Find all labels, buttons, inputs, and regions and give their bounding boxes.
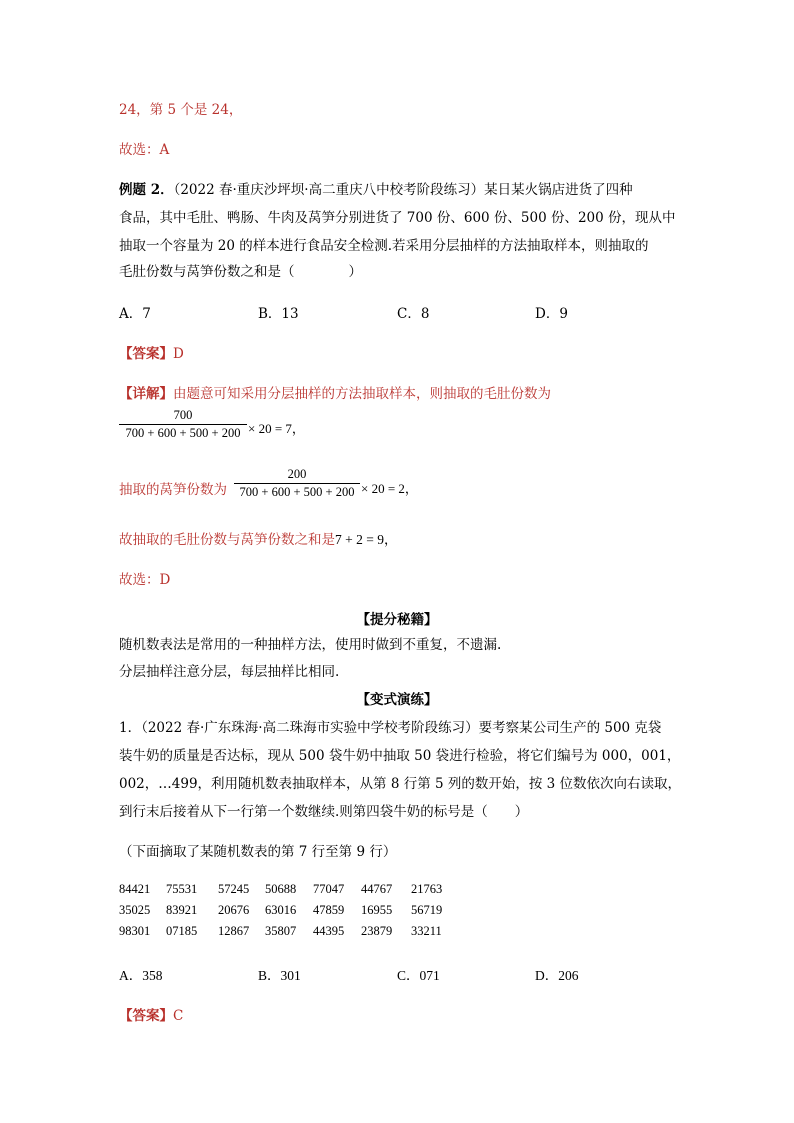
- example-2-label: 例题 2．: [119, 182, 174, 198]
- table-cell: 35025: [119, 903, 151, 917]
- practice-option-a: A．358: [119, 968, 163, 983]
- table-cell: 12867: [218, 924, 250, 938]
- table-cell: 63016: [265, 903, 297, 917]
- table-cell: 56719: [411, 903, 443, 917]
- practice-answer-tag: 【答案】: [119, 1008, 173, 1024]
- prev-line: 24，第 5 个是 24，: [119, 102, 243, 118]
- example-2-line1: [119, 178, 633, 198]
- practice-answer-value: C: [173, 1008, 184, 1024]
- table-cell: 75531: [166, 882, 198, 896]
- option-b: B．13: [258, 306, 299, 322]
- table-cell: 57245: [218, 882, 250, 896]
- practice-option-d: D．206: [535, 968, 579, 983]
- table-cell: 98301: [119, 924, 151, 938]
- table-cell: 44395: [313, 924, 345, 938]
- detail-line3: [119, 528, 397, 548]
- detail-text: 由题意可知采用分层抽样的方法抽取样本，则抽取的毛肚份数为: [173, 386, 551, 402]
- table-cell: 84421: [119, 882, 151, 896]
- option-c: C．8: [397, 306, 430, 322]
- tips-line2: 分层抽样注意分层，每层抽样比相同.: [119, 664, 340, 680]
- table-cell: 47859: [313, 903, 345, 917]
- table-cell: 20676: [218, 903, 250, 917]
- detail-tag: 【详解】: [119, 386, 173, 402]
- practice-line4: 到行末后接着从下一行第一个数继续.则第四袋牛奶的标号是（ ）: [119, 804, 529, 820]
- fraction-1-bar: [119, 424, 247, 425]
- practice-heading: 【变式演练】: [356, 692, 438, 708]
- practice-line3: 002，…499，利用随机数表抽取样本，从第 8 行第 5 列的数开始，按 3 位数依次向右读取，: [119, 776, 682, 792]
- practice-line2: 装牛奶的质量是否达标，现从 500 袋牛奶中抽取 50 袋进行检验，将它们编号为 000，001，: [119, 748, 681, 764]
- table-cell: 83921: [166, 903, 198, 917]
- fraction-2-bar: [234, 483, 360, 484]
- prev-choose: 故选：A: [119, 142, 170, 158]
- answer-tag: 【答案】: [119, 346, 173, 362]
- practice-answer-line: [119, 1004, 183, 1024]
- practice-line1: 1．（2022 春·广东珠海·高二珠海市实验中学校考阶段练习）要考察某公司生产的 500 克袋: [119, 720, 662, 736]
- table-cell: 33211: [411, 924, 442, 938]
- table-cell: 23879: [361, 924, 393, 938]
- practice-option-b: B．301: [258, 968, 301, 983]
- example-2-choose: 故选：D: [119, 572, 171, 588]
- detail-line2-pre: 抽取的莴笋份数为: [119, 482, 227, 498]
- table-cell: 77047: [313, 882, 345, 896]
- tips-line1: 随机数表法是常用的一种抽样方法，使用时做到不重复，不遗漏.: [119, 637, 502, 653]
- fraction-2-tail: × 20 = 2，: [361, 481, 418, 496]
- option-a: A．7: [119, 306, 151, 322]
- table-cell: 35807: [265, 924, 297, 938]
- fraction-2-denominator: 700 + 600 + 500 + 200: [239, 485, 355, 499]
- fraction-1: [119, 408, 247, 441]
- fraction-2-numerator: 200: [287, 467, 307, 481]
- fraction-1-tail: × 20 = 7，: [248, 421, 305, 436]
- answer-value: D: [173, 346, 184, 362]
- detail-line1: [119, 382, 551, 402]
- fraction-1-denominator: 700 + 600 + 500 + 200: [125, 426, 241, 440]
- example-2-text: （2022 春·重庆沙坪坝·高二重庆八中校考阶段练习）某日某火锅店进货了四种: [173, 182, 633, 198]
- fraction-2: [234, 467, 360, 500]
- table-cell: 21763: [411, 882, 443, 896]
- table-cell: 50688: [265, 882, 297, 896]
- practice-option-c: C．071: [397, 968, 440, 983]
- table-cell: 16955: [361, 903, 393, 917]
- fraction-1-numerator: 700: [173, 408, 193, 422]
- detail-line3-math: 7 + 2 = 9，: [335, 532, 398, 547]
- tips-heading: 【提分秘籍】: [356, 612, 438, 628]
- option-d: D．9: [535, 306, 568, 322]
- table-cell: 07185: [166, 924, 198, 938]
- example-2-line4: 毛肚份数与莴笋份数之和是（ ）: [119, 264, 362, 280]
- table-note: （下面摘取了某随机数表的第 7 行至第 9 行）: [119, 844, 397, 860]
- detail-line3-text: 故抽取的毛肚份数与莴笋份数之和是: [119, 532, 335, 548]
- example-2-line2: 食品，其中毛肚、鸭肠、牛肉及莴笋分别进货了 700 份、600 份、500 份、200 份，现从中: [119, 210, 676, 226]
- table-cell: 44767: [361, 882, 393, 896]
- example-2-line3: 抽取一个容量为 20 的样本进行食品安全检测.若采用分层抽样的方法抽取样本，则抽取的: [119, 238, 649, 254]
- answer-line: [119, 342, 184, 362]
